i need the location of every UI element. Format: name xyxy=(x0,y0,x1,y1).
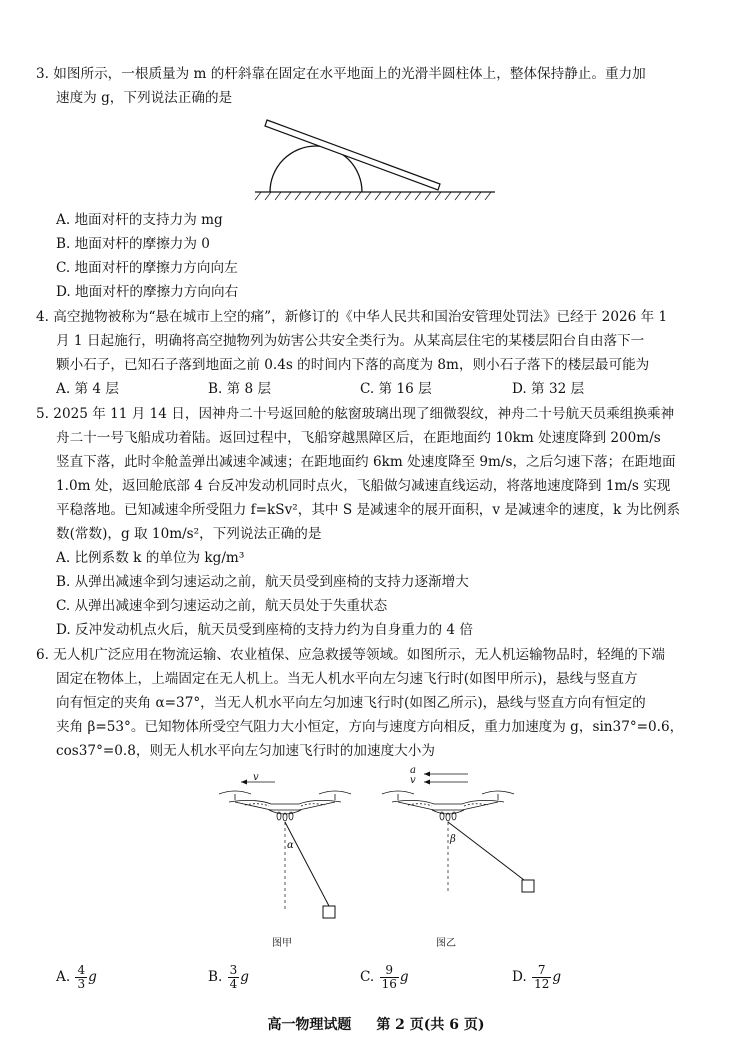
q6-stem-line-1: 6. 无人机广泛应用在物流运输、农业植保、应急救援等领域。如图所示，无人机运输物品时，轻绳的下端 xyxy=(36,647,666,663)
q5-option-a: A. 比例系数 k 的单位为 kg/m³ xyxy=(56,550,245,566)
q4-option-c: C. 第 16 层 xyxy=(360,381,432,397)
page-footer xyxy=(0,1014,752,1034)
q6-option-c-fraction xyxy=(380,964,399,991)
q5-option-b: B. 从弹出减速伞到匀速运动之前，航天员受到座椅的支持力逐渐增大 xyxy=(56,574,469,590)
footer-subject: 高一物理试题 xyxy=(267,1017,352,1033)
q6-option-b xyxy=(208,964,249,991)
q3-stem-line-1: 3. 如图所示，一根质量为 m 的杆斜靠在固定在水平地面上的光滑半圆柱体上，整体保持静止。重力加 xyxy=(36,66,646,82)
q5-option-d: D. 反冲发动机点火后，航天员受到座椅的支持力约为自身重力的 4 倍 xyxy=(56,622,473,638)
q6-stem-line-2: 固定在物体上，上端固定在无人机上。当无人机水平向左匀速飞行时(如图甲所示)，悬线与竖直方 xyxy=(56,671,638,687)
q6-option-a-fraction xyxy=(75,964,87,991)
q5-stem-line-5: 平稳落地。已知减速伞所受阻力 f=kSv²，其中 S 是减速伞的展开面积，v 是减速伞的速度，k 为比例系 xyxy=(56,502,681,518)
q3-figure-rod-on-half-cylinder xyxy=(255,112,505,202)
q6-fig-right-caption: 图乙 xyxy=(436,938,456,949)
q4-option-d: D. 第 32 层 xyxy=(512,381,585,397)
q6-option-d-g: g xyxy=(552,969,562,985)
q4-stem-line-1: 4. 高空抛物被称为“悬在城市上空的痛”，新修订的《中华人民共和国治安管理处罚法》已经于 2026 年 1 xyxy=(36,309,668,325)
q5-stem-line-4: 1.0m 处，返回舱底部 4 台反冲发动机同时点火，飞船做匀减速直线运动，将落地速度降到 1m/s 实现 xyxy=(56,478,671,494)
q6-fig-right-beta-label: β xyxy=(450,834,456,845)
q5-option-c: C. 从弹出减速伞到匀速运动之前，航天员处于失重状态 xyxy=(56,598,388,614)
q3-option-a: A. 地面对杆的支持力为 mg xyxy=(56,212,223,228)
q6-figure-drone-accelerating xyxy=(378,766,548,906)
q6-option-d-letter: D. xyxy=(512,969,527,985)
q6-fig-left-alpha-label: α xyxy=(287,840,294,851)
q6-option-a-letter: A. xyxy=(56,969,71,985)
q6-option-c-numerator: 9 xyxy=(380,964,399,978)
q6-option-a-numerator: 4 xyxy=(77,963,86,977)
q5-stem-line-3: 竖直下落，此时伞舱盖弹出减速伞减速；在距地面约 6km 处速度降至 9m/s，之后匀速下落；在距地面 xyxy=(56,454,676,470)
q6-option-b-denominator: 4 xyxy=(229,977,238,991)
q6-fig-right-acceleration-label: a xyxy=(410,765,416,776)
q3-option-b: B. 地面对杆的摩擦力为 0 xyxy=(56,236,210,252)
q6-option-b-numerator: 3 xyxy=(229,963,238,977)
q6-option-d-numerator: 7 xyxy=(532,964,551,978)
q6-fig-left-velocity-label: v xyxy=(253,772,259,783)
q6-option-c-letter: C. xyxy=(360,969,375,985)
q6-stem-line-5: cos37°=0.8，则无人机水平向左匀加速飞行时的加速度大小为 xyxy=(56,743,435,759)
q6-option-c-g: g xyxy=(399,969,409,985)
q6-option-a-g: g xyxy=(88,969,97,985)
q6-option-b-fraction xyxy=(228,964,240,991)
q6-option-a-denominator: 3 xyxy=(77,977,86,991)
q6-option-b-g: g xyxy=(240,969,249,985)
q3-option-d: D. 地面对杆的摩擦力方向向右 xyxy=(56,284,239,300)
q3-stem-line-2: 速度为 g，下列说法正确的是 xyxy=(56,90,233,106)
q4-stem-line-2: 月 1 日起施行，明确将高空抛物列为妨害公共安全类行为。从某高层住宅的某楼层阳台自由落下一 xyxy=(56,333,645,349)
q6-option-c xyxy=(360,964,409,991)
q6-option-b-letter: B. xyxy=(208,969,223,985)
q3-option-c: C. 地面对杆的摩擦力方向向左 xyxy=(56,260,238,276)
q5-stem-line-6: 数(常数)，g 取 10m/s²，下列说法正确的是 xyxy=(56,526,322,542)
q6-option-d-denominator: 12 xyxy=(534,977,550,991)
q5-stem-line-1: 5. 2025 年 11 月 14 日，因神舟二十号返回舱的舷窗玻璃出现了细微裂纹，神舟二十号航天员乘组换乘神 xyxy=(36,406,675,422)
q4-option-a: A. 第 4 层 xyxy=(56,381,119,397)
q6-figure-drone-uniform xyxy=(215,772,355,932)
q6-stem-line-3: 向有恒定的夹角 α=37°，当无人机水平向左匀加速飞行时(如图乙所示)，悬线与竖直方向有恒定的 xyxy=(56,695,646,711)
q6-fig-right-velocity-label: v xyxy=(410,775,416,786)
footer-page-number: 第 2 页(共 6 页) xyxy=(376,1017,485,1033)
q6-stem-line-4: 夹角 β=53°。已知物体所受空气阻力大小恒定，方向与速度方向相反，重力加速度为 g，sin37°=0.6， xyxy=(56,719,684,735)
q6-option-a xyxy=(56,964,97,991)
q4-option-b: B. 第 8 层 xyxy=(208,381,272,397)
q6-option-d xyxy=(512,964,561,991)
q6-option-d-fraction xyxy=(532,964,551,991)
q6-fig-left-caption: 图甲 xyxy=(272,938,292,949)
q6-option-c-denominator: 16 xyxy=(381,977,397,991)
q4-stem-line-3: 颗小石子，已知石子落到地面之前 0.4s 的时间内下落的高度为 8m，则小石子落下的楼层最可能为 xyxy=(56,357,650,373)
q5-stem-line-2: 舟二十一号飞船成功着陆。返回过程中，飞船穿越黑障区后，在距地面约 10km 处速度降到 200m/s xyxy=(56,430,661,446)
